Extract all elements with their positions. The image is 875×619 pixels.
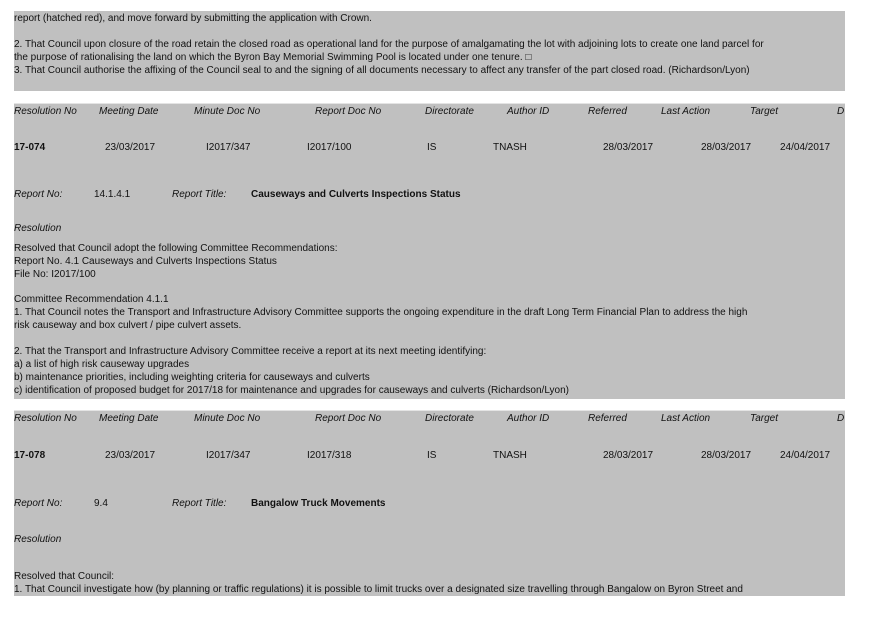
resolution-no: 17-078 [14,450,46,461]
col-cut: D [837,106,845,117]
resolution-text: File No: I2017/100 [14,269,96,280]
col-last-action: Last Action [661,413,711,424]
col-target: Target [750,106,778,117]
col-referred: Referred [588,413,627,424]
last-action-date: 28/03/2017 [701,142,752,153]
resolution-text: 1. That Council notes the Transport and Infrastructure Advisory Committee supports the ongoing expenditure in the draft Long Term Financial Plan to address the high [14,307,748,318]
top-line-1: report (hatched red), and move forward by submitting the application with Crown. [14,13,372,24]
target-date: 24/04/2017 [780,142,831,153]
col-directorate: Directorate [425,413,474,424]
minute-doc-no: I2017/347 [206,142,251,153]
resolution-label: Resolution [14,534,62,545]
col-report-doc-no: Report Doc No [315,106,382,117]
col-meeting-date: Meeting Date [99,413,159,424]
directorate: IS [427,142,437,153]
col-target: Target [750,413,778,424]
author-id: TNASH [493,142,527,153]
report-title: Bangalow Truck Movements [251,498,386,509]
directorate: IS [427,450,437,461]
top-line-4: 3. That Council authorise the affixing of the Council seal to and the signing of all documents necessary to affect any transfer of the part closed road. (Richardson/Lyon) [14,65,750,76]
col-referred: Referred [588,106,627,117]
resolution-text: risk causeway and box culvert / pipe culvert assets. [14,320,242,331]
target-date: 24/04/2017 [780,450,831,461]
col-minute-doc-no: Minute Doc No [194,106,261,117]
col-resolution-no: Resolution No [14,106,77,117]
resolution-label: Resolution [14,223,62,234]
report-doc-no: I2017/100 [307,142,352,153]
resolution-text: Committee Recommendation 4.1.1 [14,294,169,305]
author-id: TNASH [493,450,527,461]
resolution-text: 2. That the Transport and Infrastructure Advisory Committee receive a report at its next meeting identifying: [14,346,487,357]
report-doc-no: I2017/318 [307,450,352,461]
col-author-id: Author ID [507,413,550,424]
report-title: Causeways and Culverts Inspections Status [251,189,461,200]
resolution-no: 17-074 [14,142,46,153]
col-meeting-date: Meeting Date [99,106,159,117]
report-title-label: Report Title: [172,189,227,200]
col-minute-doc-no: Minute Doc No [194,413,261,424]
resolution-text: c) identification of proposed budget for 2017/18 for maintenance and upgrades for causeways and culverts (Richardson/Lyon) [14,385,569,396]
resolution-text: a) a list of high risk causeway upgrades [14,359,190,370]
referred-date: 28/03/2017 [603,142,654,153]
col-report-doc-no: Report Doc No [315,413,382,424]
report-no-label: Report No: [14,498,63,509]
report-no-label: Report No: [14,189,63,200]
referred-date: 28/03/2017 [603,450,654,461]
resolution-text: b) maintenance priorities, including weighting criteria for causeways and culverts [14,372,370,383]
top-line-2: 2. That Council upon closure of the road retain the closed road as operational land for the purpose of amalgamating the lot with adjoining lots to create one land parcel for [14,39,764,50]
resolution-text: Resolved that Council: [14,571,115,582]
minute-doc-no: I2017/347 [206,450,251,461]
col-directorate: Directorate [425,106,474,117]
resolution-text: Resolved that Council adopt the following Committee Recommendations: [14,243,338,254]
resolution-text: 1. That Council investigate how (by planning or traffic regulations) it is possible to limit trucks over a designated size travelling through Bangalow on Byron Street and [14,584,743,595]
last-action-date: 28/03/2017 [701,450,752,461]
col-cut: D [837,413,845,424]
top-line-3: the purpose of rationalising the land on which the Byron Bay Memorial Swimming Pool is located under one tenure. □ [14,52,532,63]
col-last-action: Last Action [661,106,711,117]
report-no: 9.4 [94,498,108,509]
report-no: 14.1.4.1 [94,189,131,200]
col-author-id: Author ID [507,106,550,117]
meeting-date: 23/03/2017 [105,142,156,153]
resolution-text: Report No. 4.1 Causeways and Culverts Inspections Status [14,256,277,267]
report-title-label: Report Title: [172,498,227,509]
meeting-date: 23/03/2017 [105,450,156,461]
col-resolution-no: Resolution No [14,413,77,424]
